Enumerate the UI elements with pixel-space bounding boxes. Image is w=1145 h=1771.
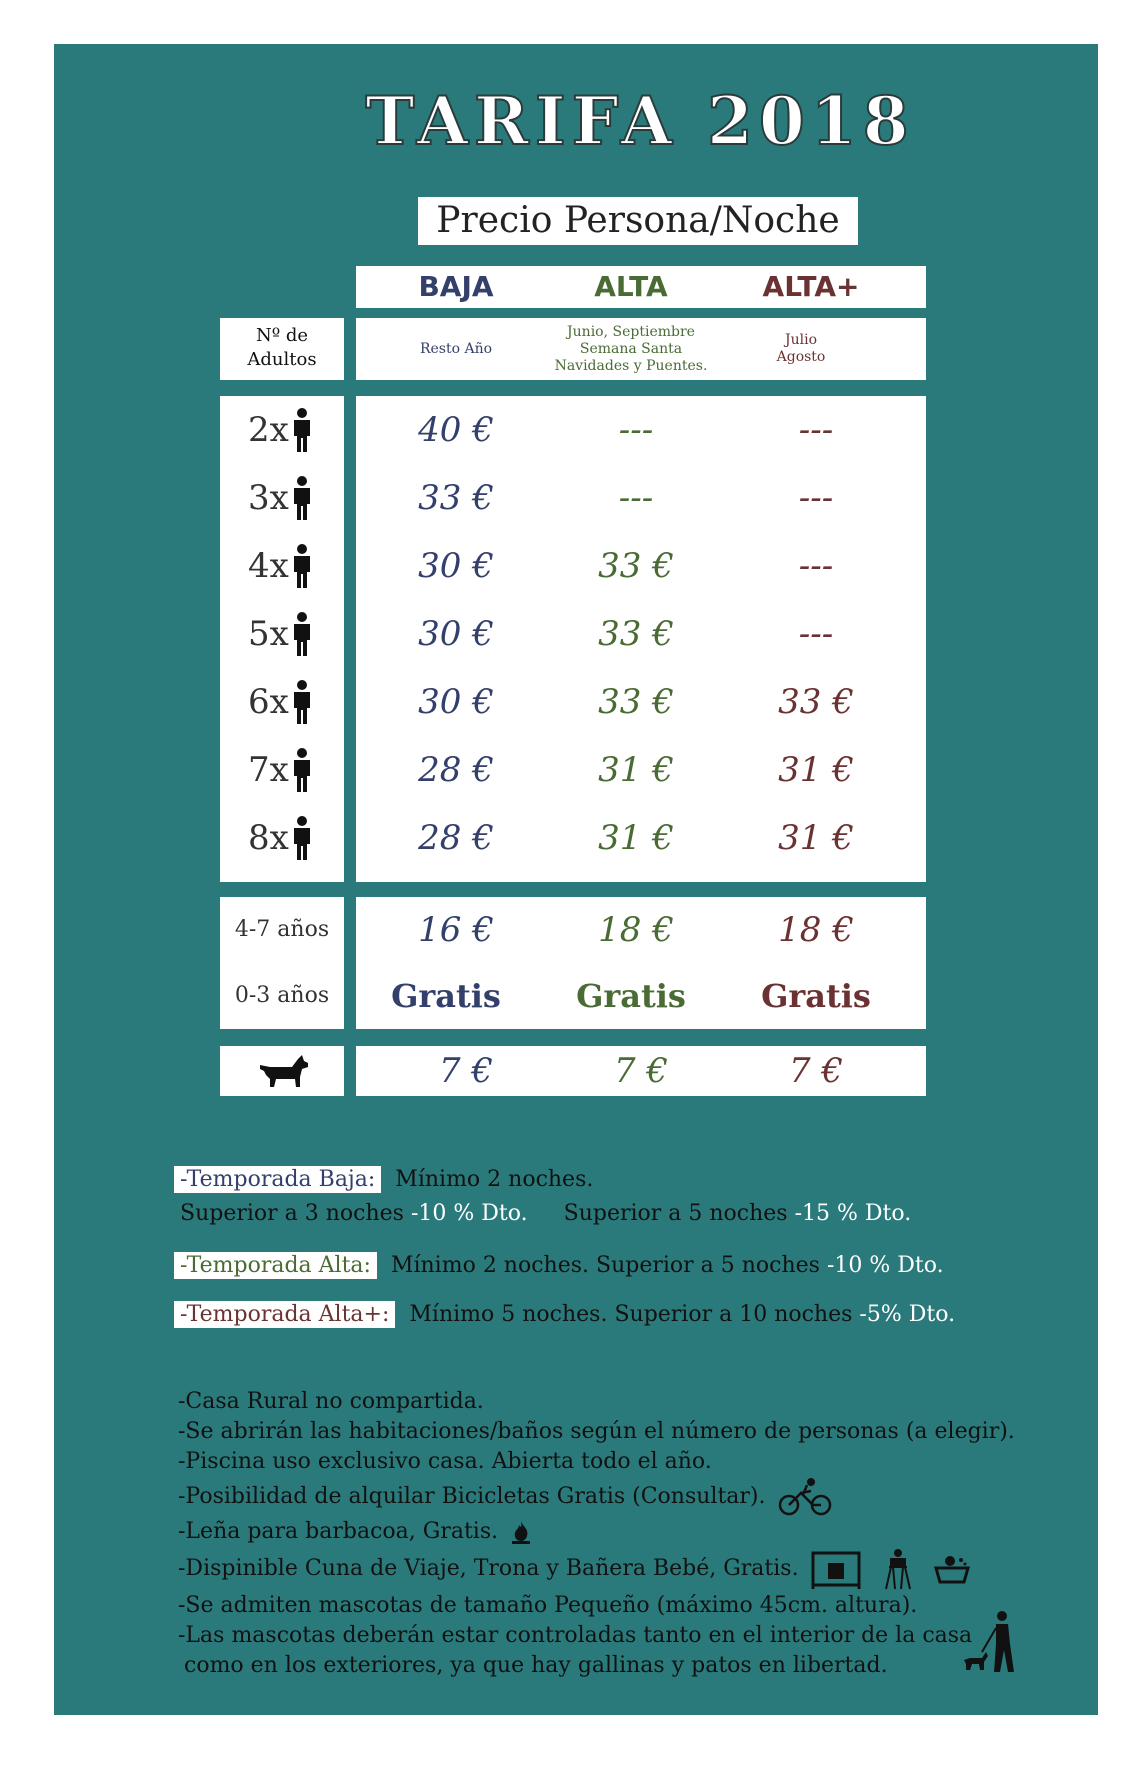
adult-price-cell: 33 €	[598, 614, 674, 654]
season-alta-desc-line: Junio, Septiembre	[567, 323, 695, 340]
kid-price-cell: 18 €	[598, 910, 674, 950]
adult-count-label	[248, 604, 338, 664]
person-icon	[289, 816, 313, 860]
person-icon	[289, 544, 313, 588]
kid-price-cell: Gratis	[576, 977, 686, 1015]
pet-row-label	[220, 1046, 344, 1096]
pet-price-cell: 7 €	[788, 1051, 844, 1091]
note-text: como en los exteriores, ya que hay gallinas y patos en libertad.	[184, 1653, 888, 1678]
adult-price-cell: 31 €	[598, 818, 674, 858]
season-baja-desc-line: Resto Año	[419, 340, 493, 357]
person-icon	[289, 476, 313, 520]
adult-price-cell: 33 €	[778, 682, 854, 722]
adult-count-text: 4x	[248, 546, 289, 586]
note-item	[178, 1517, 1078, 1547]
pet-price-cell: 7 €	[438, 1051, 494, 1091]
season-note-alta	[174, 1252, 944, 1279]
fire-icon	[509, 1519, 533, 1545]
adult-count-label	[248, 672, 338, 732]
page-title: TARIFA 2018	[365, 82, 915, 160]
adult-count-label	[248, 536, 338, 596]
note-text: -Posibilidad de alquilar Bicicletas Gratis (Consultar).	[178, 1484, 766, 1509]
adult-row-labels	[220, 396, 344, 882]
adults-header-label	[220, 324, 344, 372]
season-alta-plus-desc-line: Agosto	[776, 349, 826, 365]
season-note-alta-plus	[174, 1301, 955, 1328]
season-baja-min: Mínimo 2 noches.	[395, 1167, 594, 1192]
adults-header-line2: Adultos	[247, 349, 317, 370]
discount-value: -10 % Dto.	[410, 1201, 528, 1226]
high-chair-icon	[883, 1547, 913, 1591]
note-text: -Dispinible Cuna de Viaje, Trona y Bañera Bebé, Gratis.	[178, 1556, 799, 1581]
discount-text: Superior a 5 noches	[563, 1201, 795, 1226]
season-alta-desc-line: Semana Santa	[579, 340, 683, 357]
adult-price-cell: 31 €	[598, 750, 674, 790]
kid-row-labels	[220, 897, 344, 1029]
adult-price-cell: ---	[798, 546, 834, 586]
note-item: -Las mascotas deberán estar controladas tanto en el interior de la casa	[178, 1623, 973, 1648]
person-icon	[289, 612, 313, 656]
season-alta-desc-line: Navidades y Puentes.	[554, 357, 708, 374]
bicycle-icon	[777, 1477, 833, 1517]
adult-price-cell: 28 €	[418, 818, 494, 858]
adult-price-cell: 31 €	[778, 750, 854, 790]
adult-price-cell: 33 €	[598, 546, 674, 586]
kid-label-4-7: 4-7 años	[234, 917, 330, 942]
adult-price-cell: ---	[618, 478, 654, 518]
season-alta-plus-desc	[711, 318, 891, 380]
season-header-row	[356, 266, 926, 308]
season-description-row	[356, 318, 926, 380]
kid-label-0-3: 0-3 años	[234, 983, 330, 1008]
adult-price-cell: ---	[798, 410, 834, 450]
person-icon	[289, 408, 313, 452]
person-icon	[289, 680, 313, 724]
season-note-baja-discounts	[180, 1201, 911, 1226]
subtitle-price-per-person: Precio Persona/Noche	[418, 197, 858, 245]
note-item	[178, 1477, 1078, 1517]
season-note-baja	[174, 1166, 593, 1193]
adult-price-cell: ---	[618, 410, 654, 450]
adult-price-cell: ---	[798, 478, 834, 518]
adult-price-cell: 30 €	[418, 682, 494, 722]
note-item: -Piscina uso exclusivo casa. Abierta todo el año.	[178, 1449, 712, 1474]
season-alta-plus-label: ALTA+	[762, 270, 860, 303]
discount-text: Superior a 3 noches	[180, 1201, 411, 1226]
kid-price-cell: 16 €	[418, 910, 494, 950]
note-item	[178, 1651, 1078, 1681]
adult-count-text: 7x	[248, 750, 289, 790]
adults-header-line1: Nº de	[255, 325, 309, 346]
person-icon	[289, 748, 313, 792]
season-baja-label: BAJA	[418, 270, 494, 303]
discount-value: -15 % Dto.	[794, 1201, 912, 1226]
note-item: -Casa Rural no compartida.	[178, 1389, 484, 1414]
adult-count-text: 6x	[248, 682, 289, 722]
baby-bath-icon	[934, 1554, 970, 1584]
season-baja-tag: -Temporada Baja:	[174, 1166, 381, 1193]
adult-price-cell: ---	[798, 614, 834, 654]
season-alta-plus-desc-line: Julio	[784, 332, 817, 348]
adult-prices-table	[356, 396, 926, 882]
adult-price-cell: 33 €	[418, 478, 494, 518]
adult-price-cell: 28 €	[418, 750, 494, 790]
pet-prices-table	[356, 1046, 926, 1096]
adult-count-text: 5x	[248, 614, 289, 654]
season-alta-text: Mínimo 2 noches. Superior a 5 noches	[390, 1253, 827, 1278]
adult-count-label	[248, 400, 338, 460]
kid-price-cell: Gratis	[761, 977, 871, 1015]
note-item	[178, 1547, 1078, 1591]
adults-header	[220, 318, 344, 380]
note-item: -Se abrirán las habitaciones/baños según el número de personas (a elegir).	[178, 1419, 1015, 1444]
adult-price-cell: 40 €	[418, 410, 494, 450]
season-alta-tag: -Temporada Alta:	[174, 1252, 377, 1279]
note-item: -Se admiten mascotas de tamaño Pequeño (máximo 45cm. altura).	[178, 1593, 918, 1618]
house-notes-list	[178, 1387, 1078, 1681]
travel-cot-icon	[810, 1549, 862, 1589]
dog-walker-icon	[960, 1610, 1020, 1674]
kid-price-cell: 18 €	[778, 910, 854, 950]
discount-value: -5% Dto.	[859, 1302, 956, 1327]
season-alta-plus-text: Mínimo 5 noches. Superior a 10 noches	[409, 1302, 860, 1327]
adult-price-cell: 30 €	[418, 546, 494, 586]
adult-price-cell: 33 €	[598, 682, 674, 722]
adult-count-text: 3x	[248, 478, 289, 518]
pet-price-cell: 7 €	[613, 1051, 669, 1091]
adult-count-text: 8x	[248, 818, 289, 858]
season-baja-desc	[366, 318, 546, 380]
season-alta-desc	[541, 318, 721, 380]
discount-value: -10 % Dto.	[826, 1253, 944, 1278]
dog-icon	[256, 1053, 312, 1089]
kid-price-cell: Gratis	[391, 977, 501, 1015]
season-alta-plus-tag: -Temporada Alta+:	[174, 1301, 395, 1328]
adult-price-cell: 30 €	[418, 614, 494, 654]
adult-count-label	[248, 468, 338, 528]
note-text: -Leña para barbacoa, Gratis.	[178, 1519, 499, 1544]
adult-count-label	[248, 808, 338, 868]
adult-count-label	[248, 740, 338, 800]
adult-count-text: 2x	[248, 410, 289, 450]
season-alta-label: ALTA	[594, 270, 668, 303]
kid-prices-table	[356, 897, 926, 1029]
adult-price-cell: 31 €	[778, 818, 854, 858]
